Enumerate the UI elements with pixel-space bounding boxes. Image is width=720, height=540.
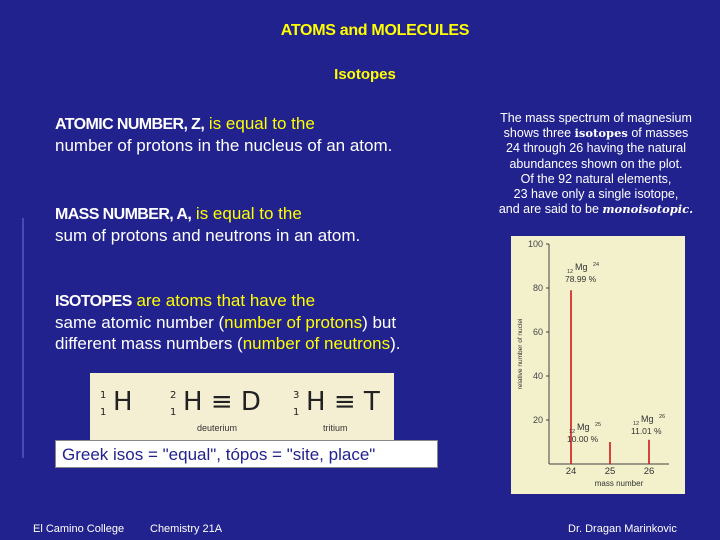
y-tick-label: 60 <box>532 327 543 337</box>
footer-college: El Camino College <box>33 523 125 535</box>
isotopes-definition <box>55 290 401 354</box>
mass-number-text-1: is equal to the <box>191 204 302 223</box>
tritium-label: tritium <box>323 423 348 433</box>
x-axis-label: mass number <box>594 479 644 488</box>
isotopes-text-1: are atoms that have the <box>131 291 316 310</box>
isotopes-line-3a: different mass numbers ( <box>55 334 243 353</box>
deuterium-symbol: H ≡ D <box>183 387 261 417</box>
desc-line-4: abundances shown on the plot. <box>509 156 683 171</box>
desc-monoisotopic-word: monoisotopic. <box>602 202 694 217</box>
isotope-atomic-number: 12 <box>569 429 576 435</box>
desc-line-7a: and are said to be <box>498 202 603 217</box>
desc-line-2a: shows three <box>503 126 575 141</box>
y-tick-label: 20 <box>532 415 543 425</box>
protium-atomic: 1 <box>100 407 107 418</box>
footer-author: Dr. Dragan Marinkovic <box>568 523 677 535</box>
x-tick-label: 25 <box>604 466 616 477</box>
isotope-mass-number: 24 <box>593 262 600 269</box>
magnesium-description <box>482 111 710 217</box>
isotope-atomic-number: 12 <box>633 420 640 427</box>
isotope-symbol: Mg <box>575 262 588 273</box>
mass-number-term: MASS NUMBER, A, <box>55 206 192 223</box>
isotopes-line-3c: ). <box>390 334 401 353</box>
deuterium-mass: 2 <box>170 390 177 401</box>
desc-line-6: 23 have only a single isotope, <box>513 187 679 202</box>
protium-mass: 1 <box>100 390 107 401</box>
protium-symbol: H <box>113 387 133 417</box>
isotope-symbol: Mg <box>641 413 654 424</box>
x-tick-label: 24 <box>565 466 577 477</box>
deuterium-atomic: 1 <box>170 407 177 418</box>
isotope-symbol: Mg <box>577 422 590 432</box>
atomic-number-text-2: number of protons in the nucleus of an atom. <box>55 136 393 155</box>
desc-line-3: 24 through 26 having the natural <box>506 141 686 156</box>
desc-line-2 <box>482 126 710 141</box>
atomic-number-definition <box>55 113 392 156</box>
isotope-abundance-label: 78.99 % <box>565 274 597 285</box>
isotopes-line-2a: same atomic number ( <box>55 313 225 332</box>
hydrogen-isotopes-panel <box>90 373 394 443</box>
desc-line-7 <box>482 202 710 217</box>
isotopes-term: ISOTOPES <box>55 293 132 310</box>
desc-line-1: The mass spectrum of magnesium <box>500 111 692 125</box>
isotope-abundance-label: 10.00 % <box>567 434 599 444</box>
tritium-mass: 3 <box>293 390 300 401</box>
deuterium-label: deuterium <box>197 423 238 433</box>
decorative-divider <box>22 218 24 458</box>
mass-spectrum-svg <box>511 236 685 494</box>
y-tick-label: 80 <box>532 283 543 293</box>
mass-number-text-2: sum of protons and neutrons in an atom. <box>55 226 361 245</box>
desc-line-2c: of masses <box>627 126 689 141</box>
isotope-mass-number: 26 <box>659 413 666 420</box>
protium-notation <box>100 387 133 417</box>
y-tick-label: 40 <box>532 371 543 381</box>
isotope-atomic-number: 12 <box>567 269 574 276</box>
isotopes-line-2b: number of protons <box>224 313 363 332</box>
desc-line-5: Of the 92 natural elements, <box>520 171 672 186</box>
isotopes-line-2c: ) but <box>362 313 397 332</box>
mass-spectrum-chart <box>511 236 685 494</box>
x-tick-label: 26 <box>643 466 655 477</box>
slide-title: ATOMS and MOLECULES <box>280 22 470 39</box>
y-tick-label: 100 <box>527 239 543 249</box>
tritium-symbol: H ≡ T <box>306 387 380 417</box>
isotope-mass-number: 25 <box>595 422 602 428</box>
atomic-number-text-1: is equal to the <box>204 114 315 133</box>
desc-isotopes-word: isotopes <box>574 126 628 141</box>
footer-course: Chemistry 21A <box>150 523 223 535</box>
greek-etymology-note: Greek isos = "equal", tópos = "site, place" <box>55 440 438 468</box>
isotopes-line-3b: number of neutrons <box>242 334 391 353</box>
tritium-notation <box>293 387 380 417</box>
tritium-atomic: 1 <box>293 407 300 418</box>
mass-number-definition <box>55 203 360 246</box>
deuterium-notation <box>170 387 261 417</box>
y-axis-label: relative number of nuclei <box>517 318 524 390</box>
slide-subtitle: Isotopes <box>334 66 396 83</box>
atomic-number-term: ATOMIC NUMBER, Z, <box>55 116 205 133</box>
isotope-abundance-label: 11.01 % <box>631 425 662 436</box>
